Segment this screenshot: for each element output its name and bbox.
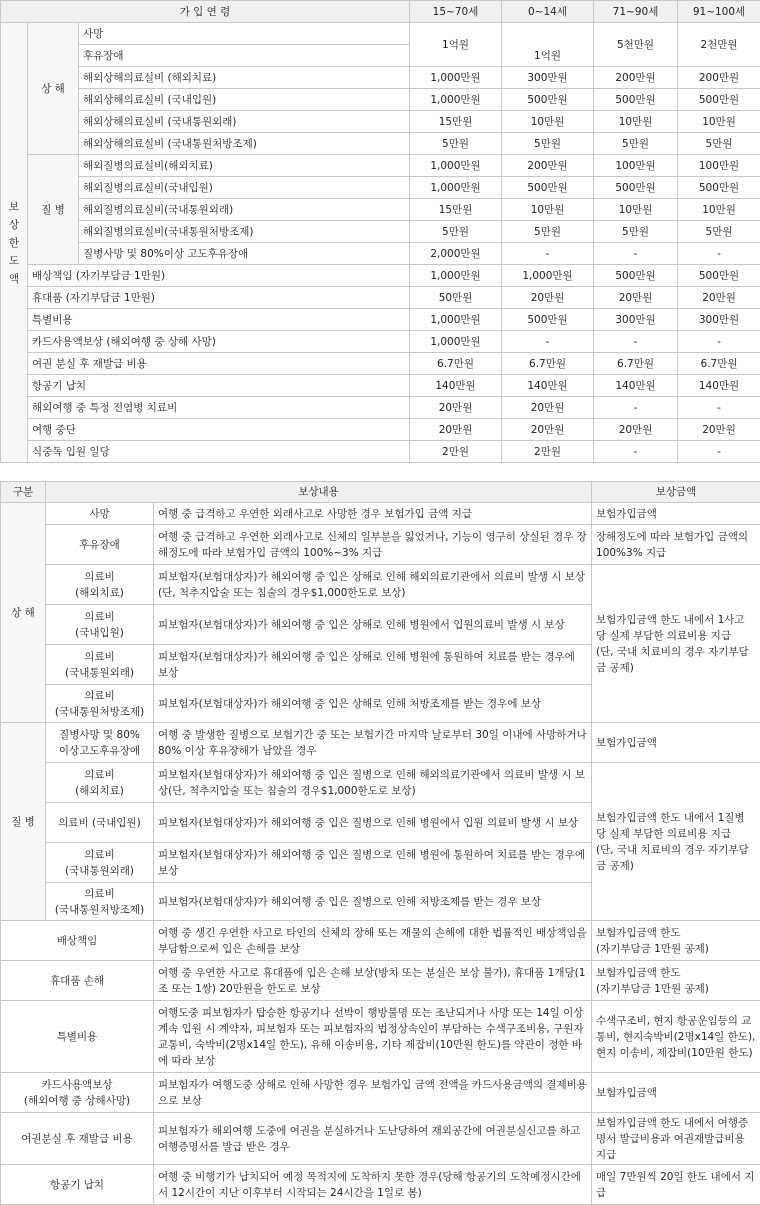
cell-15-70: 2,000만원 bbox=[410, 243, 502, 265]
table-row bbox=[1, 331, 760, 353]
cell-71-90: - bbox=[594, 441, 678, 463]
row-amount: 보험가입금액 bbox=[592, 1073, 760, 1113]
row-name: 배상책임 bbox=[1, 921, 154, 961]
header-age-71-90: 71~90세 bbox=[594, 1, 678, 23]
cell-91-100: 500만원 bbox=[678, 265, 760, 287]
cell-71-90: 20만원 bbox=[594, 419, 678, 441]
cell-15-70: 1,000만원 bbox=[410, 331, 502, 353]
cell-91-100: 20만원 bbox=[678, 419, 760, 441]
table-row bbox=[1, 503, 760, 525]
cell-15-70: 1,000만원 bbox=[410, 67, 502, 89]
cell-15-70: 1,000만원 bbox=[410, 155, 502, 177]
cell-91-100: 5만원 bbox=[678, 221, 760, 243]
row-name: 휴대품 손해 bbox=[1, 961, 154, 1001]
row-name: 카드사용액보상 (해외여행 중 상해사망) bbox=[1, 1073, 154, 1113]
cell-15-70: 15만원 bbox=[410, 199, 502, 221]
row-name: 특별비용 bbox=[1, 1001, 154, 1073]
row-name: 의료비 (해외치료) bbox=[46, 565, 154, 605]
cell-71-90: 10만원 bbox=[594, 111, 678, 133]
death-value-15-70: 1억원 bbox=[410, 23, 502, 67]
row-item: 해외상해의료실비 (해외치료) bbox=[79, 67, 410, 89]
cell-71-90: 10만원 bbox=[594, 199, 678, 221]
cell-91-100: 500만원 bbox=[678, 177, 760, 199]
row-item: 식중독 입원 일당 bbox=[28, 441, 410, 463]
cell-0-14: 20만원 bbox=[502, 397, 594, 419]
cell-15-70: 15만원 bbox=[410, 111, 502, 133]
cell-15-70: 5만원 bbox=[410, 221, 502, 243]
table-row bbox=[1, 177, 760, 199]
illness-group-label: 질 병 bbox=[28, 155, 79, 265]
row-item: 후유장애 bbox=[79, 45, 410, 67]
cell-71-90: 5만원 bbox=[594, 221, 678, 243]
row-item: 해외질병의료실비(해외치료) bbox=[79, 155, 410, 177]
cell-0-14: 5만원 bbox=[502, 133, 594, 155]
table-row bbox=[1, 133, 760, 155]
header-age: 가 입 연 령 bbox=[1, 1, 410, 23]
row-name: 의료비 (해외치료) bbox=[46, 763, 154, 803]
row-name: 의료비 (국내입원) bbox=[46, 803, 154, 843]
row-item: 해외질병의료실비(국내통원외래) bbox=[79, 199, 410, 221]
table-row bbox=[1, 243, 760, 265]
row-amount: 보험가입금액 한도 내에서 1사고 당 실제 부담한 의료비용 지급 (단, 국내 치료비의 경우 자기부담금 공제) bbox=[592, 565, 760, 723]
side-label: 보 상 한 도 액 bbox=[1, 23, 28, 463]
header-amount: 보상금액 bbox=[592, 482, 760, 503]
cell-71-90: 200만원 bbox=[594, 67, 678, 89]
row-description: 여행도중 피보험자가 탑승한 항공기나 선박이 행방불명 또는 조난되거나 사망 또는 14일 이상 계속 입원 시 계약자, 피보험자 또는 피보험자의 법정상속인이 부담하는 수색구조비용, 구원자 교통비, 숙박비(2명x14일 한도), 유해 이송비용, 기타 제잡비(10만원 한도)를 약관이 정한 바에 따라 보상 bbox=[154, 1001, 592, 1073]
row-description: 여행 중 비행기가 납치되어 예정 목적지에 도착하지 못한 경우(당해 항공기의 도착예정시간에서 12시간이 지난 이후부터 시작되는 24시간을 1일로 봄) bbox=[154, 1165, 592, 1205]
cell-91-100: 200만원 bbox=[678, 67, 760, 89]
header-age-91-100: 91~100세 bbox=[678, 1, 760, 23]
cell-15-70: 50만원 bbox=[410, 287, 502, 309]
cell-71-90: 500만원 bbox=[594, 177, 678, 199]
row-name: 항공기 납치 bbox=[1, 1165, 154, 1205]
row-description: 피보험자가 해외여행 도중에 여권을 분실하거나 도난당하여 재외공간에 여권분실신고를 하고 여행증명서를 발급 받은 경우 bbox=[154, 1113, 592, 1165]
row-name: 의료비 (국내통원외래) bbox=[46, 843, 154, 883]
row-amount: 보험가입금액 한도 (자기부담금 1만원 공제) bbox=[592, 921, 760, 961]
cell-71-90: 6.7만원 bbox=[594, 353, 678, 375]
cell-0-14: 500만원 bbox=[502, 89, 594, 111]
row-description: 여행 중 급격하고 우연한 외래사고로 사망한 경우 보험가입 금액 지급 bbox=[154, 503, 592, 525]
cell-71-90: 5만원 bbox=[594, 133, 678, 155]
row-amount: 보험가입금액 bbox=[592, 723, 760, 763]
cell-91-100: 500만원 bbox=[678, 89, 760, 111]
cell-91-100: 300만원 bbox=[678, 309, 760, 331]
table-row bbox=[1, 1113, 760, 1165]
row-item: 사망 bbox=[79, 23, 410, 45]
table-row bbox=[1, 565, 760, 605]
row-amount: 수색구조비, 현지 항공운임등의 교통비, 현지숙박비(2명x14일 한도), 현지 이송비, 제잡비(10만원 한도) bbox=[592, 1001, 760, 1073]
table-header-row bbox=[1, 482, 760, 503]
coverage-limit-table bbox=[0, 0, 760, 463]
cell-0-14: 200만원 bbox=[502, 155, 594, 177]
cell-91-100: 100만원 bbox=[678, 155, 760, 177]
table-row bbox=[1, 67, 760, 89]
row-description: 피보험자(보험대상자)가 해외여행 중 입은 상해로 인해 처방조제를 받는 경우에 보상 bbox=[154, 685, 592, 723]
row-description: 피보험자(보험대상자)가 해외여행 중 입은 질병으로 인해 병원에 통원하여 치료를 받는 경우에 보상 bbox=[154, 843, 592, 883]
row-description: 피보험자(보험대상자)가 해외여행 중 입은 상해로 인해 병원에 통원하여 치료를 받는 경우에 보상 bbox=[154, 645, 592, 685]
table-row bbox=[1, 353, 760, 375]
row-name: 의료비 (국내통원처방조제) bbox=[46, 685, 154, 723]
injury-group-label: 상 해 bbox=[1, 503, 46, 723]
cell-71-90: 500만원 bbox=[594, 265, 678, 287]
cell-0-14: 10만원 bbox=[502, 111, 594, 133]
table-row bbox=[1, 199, 760, 221]
cell-71-90: 140만원 bbox=[594, 375, 678, 397]
cell-15-70: 1,000만원 bbox=[410, 177, 502, 199]
table-row bbox=[1, 155, 760, 177]
cell-91-100: - bbox=[678, 441, 760, 463]
row-description: 피보험자(보험대상자)가 해외여행 중 입은 질병으로 인해 해외의료기관에서 의료비 발생 시 보상(단, 척추지압술 또는 침술의 경우$1,000한도로 보상) bbox=[154, 763, 592, 803]
row-name: 사망 bbox=[46, 503, 154, 525]
row-item: 특별비용 bbox=[28, 309, 410, 331]
cell-0-14: - bbox=[502, 331, 594, 353]
cell-15-70: 20만원 bbox=[410, 397, 502, 419]
cell-71-90: 20만원 bbox=[594, 287, 678, 309]
cell-0-14: 6.7만원 bbox=[502, 353, 594, 375]
cell-91-100: 6.7만원 bbox=[678, 353, 760, 375]
cell-0-14: - bbox=[502, 243, 594, 265]
cell-15-70: 1,000만원 bbox=[410, 89, 502, 111]
table-row bbox=[1, 23, 760, 45]
row-item: 여권 분실 후 재발급 비용 bbox=[28, 353, 410, 375]
table-row bbox=[1, 89, 760, 111]
row-item: 카드사용액보상 (해외여행 중 상해 사망) bbox=[28, 331, 410, 353]
row-amount: 보험가입금액 한도 내에서 여행증명서 발급비용과 여권재발급비용 지급 bbox=[592, 1113, 760, 1165]
table-row bbox=[1, 375, 760, 397]
table-row bbox=[1, 419, 760, 441]
table-row bbox=[1, 921, 760, 961]
row-amount: 보험가입금액 한도 (자기부담금 1만원 공제) bbox=[592, 961, 760, 1001]
table-row bbox=[1, 525, 760, 565]
row-amount: 보험가입금액 한도 내에서 1질병 당 실제 부담한 의료비용 지급 (단, 국내 치료비의 경우 자기부담금 공제) bbox=[592, 763, 760, 921]
cell-0-14: 500만원 bbox=[502, 309, 594, 331]
table-row bbox=[1, 111, 760, 133]
death-value-0-14: 1억원 bbox=[502, 23, 594, 67]
table-row bbox=[1, 221, 760, 243]
cell-0-14: 1,000만원 bbox=[502, 265, 594, 287]
row-description: 피보험자가 여행도중 상해로 인해 사망한 경우 보험가입 금액 전액을 카드사용금액의 결제비용으로 보상 bbox=[154, 1073, 592, 1113]
cell-91-100: - bbox=[678, 243, 760, 265]
cell-15-70: 5만원 bbox=[410, 133, 502, 155]
row-name: 의료비 (국내통원외래) bbox=[46, 645, 154, 685]
cell-91-100: 20만원 bbox=[678, 287, 760, 309]
table-header-row bbox=[1, 1, 760, 23]
cell-71-90: 100만원 bbox=[594, 155, 678, 177]
row-item: 질병사망 및 80%이상 고도후유장애 bbox=[79, 243, 410, 265]
cell-91-100: - bbox=[678, 397, 760, 419]
row-item: 해외상해의료실비 (국내통원처방조제) bbox=[79, 133, 410, 155]
header-age-0-14: 0~14세 bbox=[502, 1, 594, 23]
table-row bbox=[1, 1165, 760, 1205]
row-item: 휴대품 (자기부담금 1만원) bbox=[28, 287, 410, 309]
cell-0-14: 140만원 bbox=[502, 375, 594, 397]
cell-0-14: 20만원 bbox=[502, 419, 594, 441]
cell-0-14: 10만원 bbox=[502, 199, 594, 221]
row-amount: 장해정도에 따라 보험가입 금액의 100%3% 지급 bbox=[592, 525, 760, 565]
row-item: 항공기 납치 bbox=[28, 375, 410, 397]
table-row bbox=[1, 441, 760, 463]
table-row bbox=[1, 1073, 760, 1113]
row-item: 해외여행 중 특정 전염병 치료비 bbox=[28, 397, 410, 419]
header-category: 구분 bbox=[1, 482, 46, 503]
row-description: 피보험자(보험대상자)가 해외여행 중 입은 질병으로 인해 처방조제를 받는 경우 보상 bbox=[154, 883, 592, 921]
cell-0-14: 300만원 bbox=[502, 67, 594, 89]
table-row bbox=[1, 961, 760, 1001]
cell-0-14: 500만원 bbox=[502, 177, 594, 199]
table-row bbox=[1, 763, 760, 803]
cell-71-90: 500만원 bbox=[594, 89, 678, 111]
cell-71-90: - bbox=[594, 397, 678, 419]
injury-group-label: 상 해 bbox=[28, 23, 79, 155]
death-value-91-100: 2천만원 bbox=[678, 23, 760, 67]
table-row bbox=[1, 309, 760, 331]
row-description: 여행 중 발생한 질병으로 보험기간 중 또는 보험기간 마지막 날로부터 30일 이내에 사망하거나 80% 이상 후유장해가 남았을 경우 bbox=[154, 723, 592, 763]
cell-0-14: 2만원 bbox=[502, 441, 594, 463]
row-name: 의료비 (국내통원처방조제) bbox=[46, 883, 154, 921]
row-item: 해외상해의료실비 (국내입원) bbox=[79, 89, 410, 111]
cell-15-70: 1,000만원 bbox=[410, 265, 502, 287]
header-age-15-70: 15~70세 bbox=[410, 1, 502, 23]
table-row bbox=[1, 265, 760, 287]
cell-91-100: 5만원 bbox=[678, 133, 760, 155]
row-description: 피보험자(보험대상자)가 해외여행 중 입은 질병으로 인해 병원에서 입원 의료비 발생 시 보상 bbox=[154, 803, 592, 843]
cell-91-100: - bbox=[678, 331, 760, 353]
row-description: 여행 중 우연한 사고로 휴대품에 입은 손해 보상(방치 또는 분실은 보상 불가), 휴대품 1개당(1조 또는 1쌍) 20만원을 한도로 보상 bbox=[154, 961, 592, 1001]
row-name: 질병사망 및 80% 이상고도후유장애 bbox=[46, 723, 154, 763]
table-row bbox=[1, 287, 760, 309]
cell-91-100: 10만원 bbox=[678, 199, 760, 221]
table-row bbox=[1, 397, 760, 419]
cell-71-90: - bbox=[594, 243, 678, 265]
cell-15-70: 20만원 bbox=[410, 419, 502, 441]
row-name: 여권분실 후 재발급 비용 bbox=[1, 1113, 154, 1165]
cell-15-70: 140만원 bbox=[410, 375, 502, 397]
row-item: 배상책임 (자기부담금 1만원) bbox=[28, 265, 410, 287]
cell-71-90: 300만원 bbox=[594, 309, 678, 331]
row-name: 의료비 (국내입원) bbox=[46, 605, 154, 645]
row-description: 피보험자(보험대상자)가 해외여행 중 입은 상해로 인해 병원에서 입원의료비 발생 시 보상 bbox=[154, 605, 592, 645]
row-item: 해외상해의료실비 (국내통원외래) bbox=[79, 111, 410, 133]
cell-15-70: 1,000만원 bbox=[410, 309, 502, 331]
row-description: 여행 중 급격하고 우연한 외래사고로 신체의 일부분을 잃었거나, 기능이 영구히 상실된 경우 장해정도에 따라 보험가입 금액의 100%~3% 지급 bbox=[154, 525, 592, 565]
cell-15-70: 2만원 bbox=[410, 441, 502, 463]
row-name: 후유장애 bbox=[46, 525, 154, 565]
header-description: 보상내용 bbox=[46, 482, 592, 503]
row-item: 여행 중단 bbox=[28, 419, 410, 441]
cell-0-14: 20만원 bbox=[502, 287, 594, 309]
row-description: 여행 중 생긴 우연한 사고로 타인의 신체의 장해 또는 재물의 손해에 대한 법률적인 배상책임을 부담함으로써 입은 손해를 보상 bbox=[154, 921, 592, 961]
cell-15-70: 6.7만원 bbox=[410, 353, 502, 375]
table-row bbox=[1, 723, 760, 763]
row-item: 해외질병의료실비(국내입원) bbox=[79, 177, 410, 199]
cell-71-90: - bbox=[594, 331, 678, 353]
row-description: 피보험자(보험대상자)가 해외여행 중 입은 상해로 인해 해외의료기관에서 의료비 발생 시 보상(단, 척추지압술 또는 침술의 경우$1,000한도로 보상) bbox=[154, 565, 592, 605]
row-item: 해외질병의료실비(국내통원처방조제) bbox=[79, 221, 410, 243]
death-value-71-90: 5천만원 bbox=[594, 23, 678, 67]
coverage-detail-table bbox=[0, 481, 760, 1205]
row-amount: 매일 7만원씩 20일 한도 내에서 지급 bbox=[592, 1165, 760, 1205]
cell-91-100: 140만원 bbox=[678, 375, 760, 397]
illness-group-label: 질 병 bbox=[1, 723, 46, 921]
cell-91-100: 10만원 bbox=[678, 111, 760, 133]
cell-0-14: 5만원 bbox=[502, 221, 594, 243]
row-amount: 보험가입금액 bbox=[592, 503, 760, 525]
table-row bbox=[1, 1001, 760, 1073]
